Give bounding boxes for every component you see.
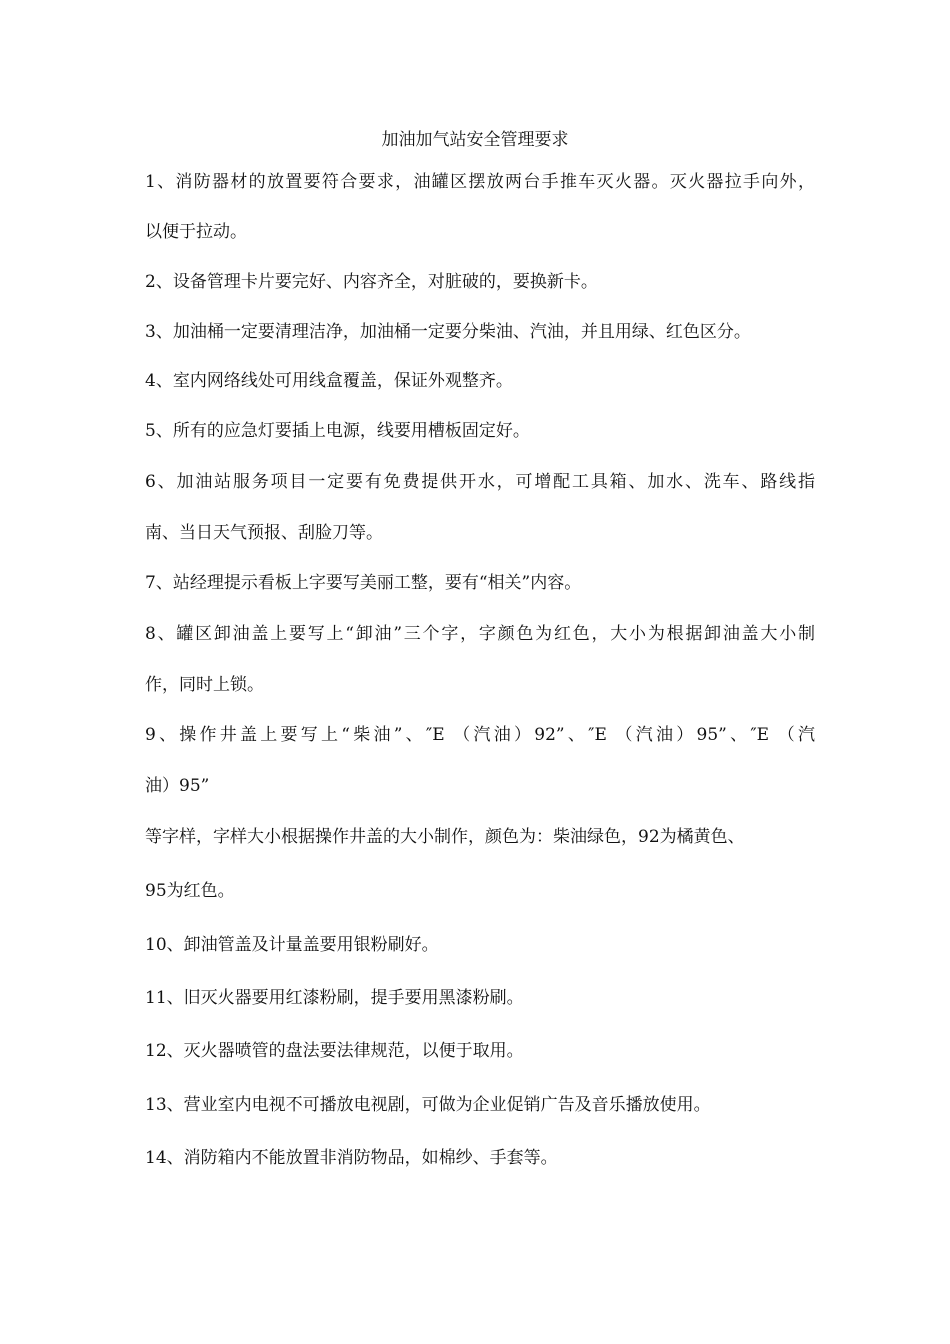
item-9-line-2: 油）95” — [145, 776, 210, 796]
item-10-line: 10、卸油管盖及计量盖要用银粉刷好。 — [145, 935, 439, 955]
item-6-line-2: 南、当日天气预报、刮脸刀等。 — [145, 523, 383, 543]
item-6-line-1: 6、加油站服务项目一定要有免费提供开水，可增配工具箱、加水、洗车、路线指 — [145, 472, 815, 492]
item-1-line-2: 以便于拉动。 — [145, 222, 247, 242]
item-11-line: 11、旧灭火器要用红漆粉刷，提手要用黑漆粉刷。 — [145, 988, 524, 1008]
document-title: 加油加气站安全管理要求 — [381, 130, 569, 150]
item-9-line-1: 9、操作井盖上要写上“柴油”、″E （汽油）92”、″E （汽油）95”、″E （汽 — [145, 725, 815, 745]
item-14-line: 14、消防箱内不能放置非消防物品，如棉纱、手套等。 — [145, 1148, 558, 1168]
item-8-line-1: 8、罐区卸油盖上要写上“卸油”三个字，字颜色为红色，大小为根据卸油盖大小制 — [145, 624, 815, 644]
item-8-line-2: 作，同时上锁。 — [145, 675, 264, 695]
item-5-line: 5、所有的应急灯要插上电源，线要用槽板固定好。 — [145, 421, 530, 441]
item-9-line-3: 等字样，字样大小根据操作井盖的大小制作，颜色为：柴油绿色，92为橘黄色、 — [145, 827, 745, 847]
item-12-line: 12、灭火器喷管的盘法要法律规范，以便于取用。 — [145, 1041, 524, 1061]
item-3-line: 3、加油桶一定要清理洁净，加油桶一定要分柴油、汽油，并且用绿、红色区分。 — [145, 322, 751, 342]
item-2-line: 2、设备管理卡片要完好、内容齐全，对脏破的，要换新卡。 — [145, 272, 598, 292]
item-7-line: 7、站经理提示看板上字要写美丽工整，要有“相关”内容。 — [145, 573, 582, 593]
item-13-line: 13、营业室内电视不可播放电视剧，可做为企业促销广告及音乐播放使用。 — [145, 1095, 711, 1115]
item-4-line: 4、室内网络线处可用线盒覆盖，保证外观整齐。 — [145, 371, 513, 391]
item-9-line-4: 95为红色。 — [145, 881, 235, 901]
item-1-line-1: 1、消防器材的放置要符合要求，油罐区摆放两台手推车灭火器。灭火器拉手向外， — [145, 172, 815, 192]
